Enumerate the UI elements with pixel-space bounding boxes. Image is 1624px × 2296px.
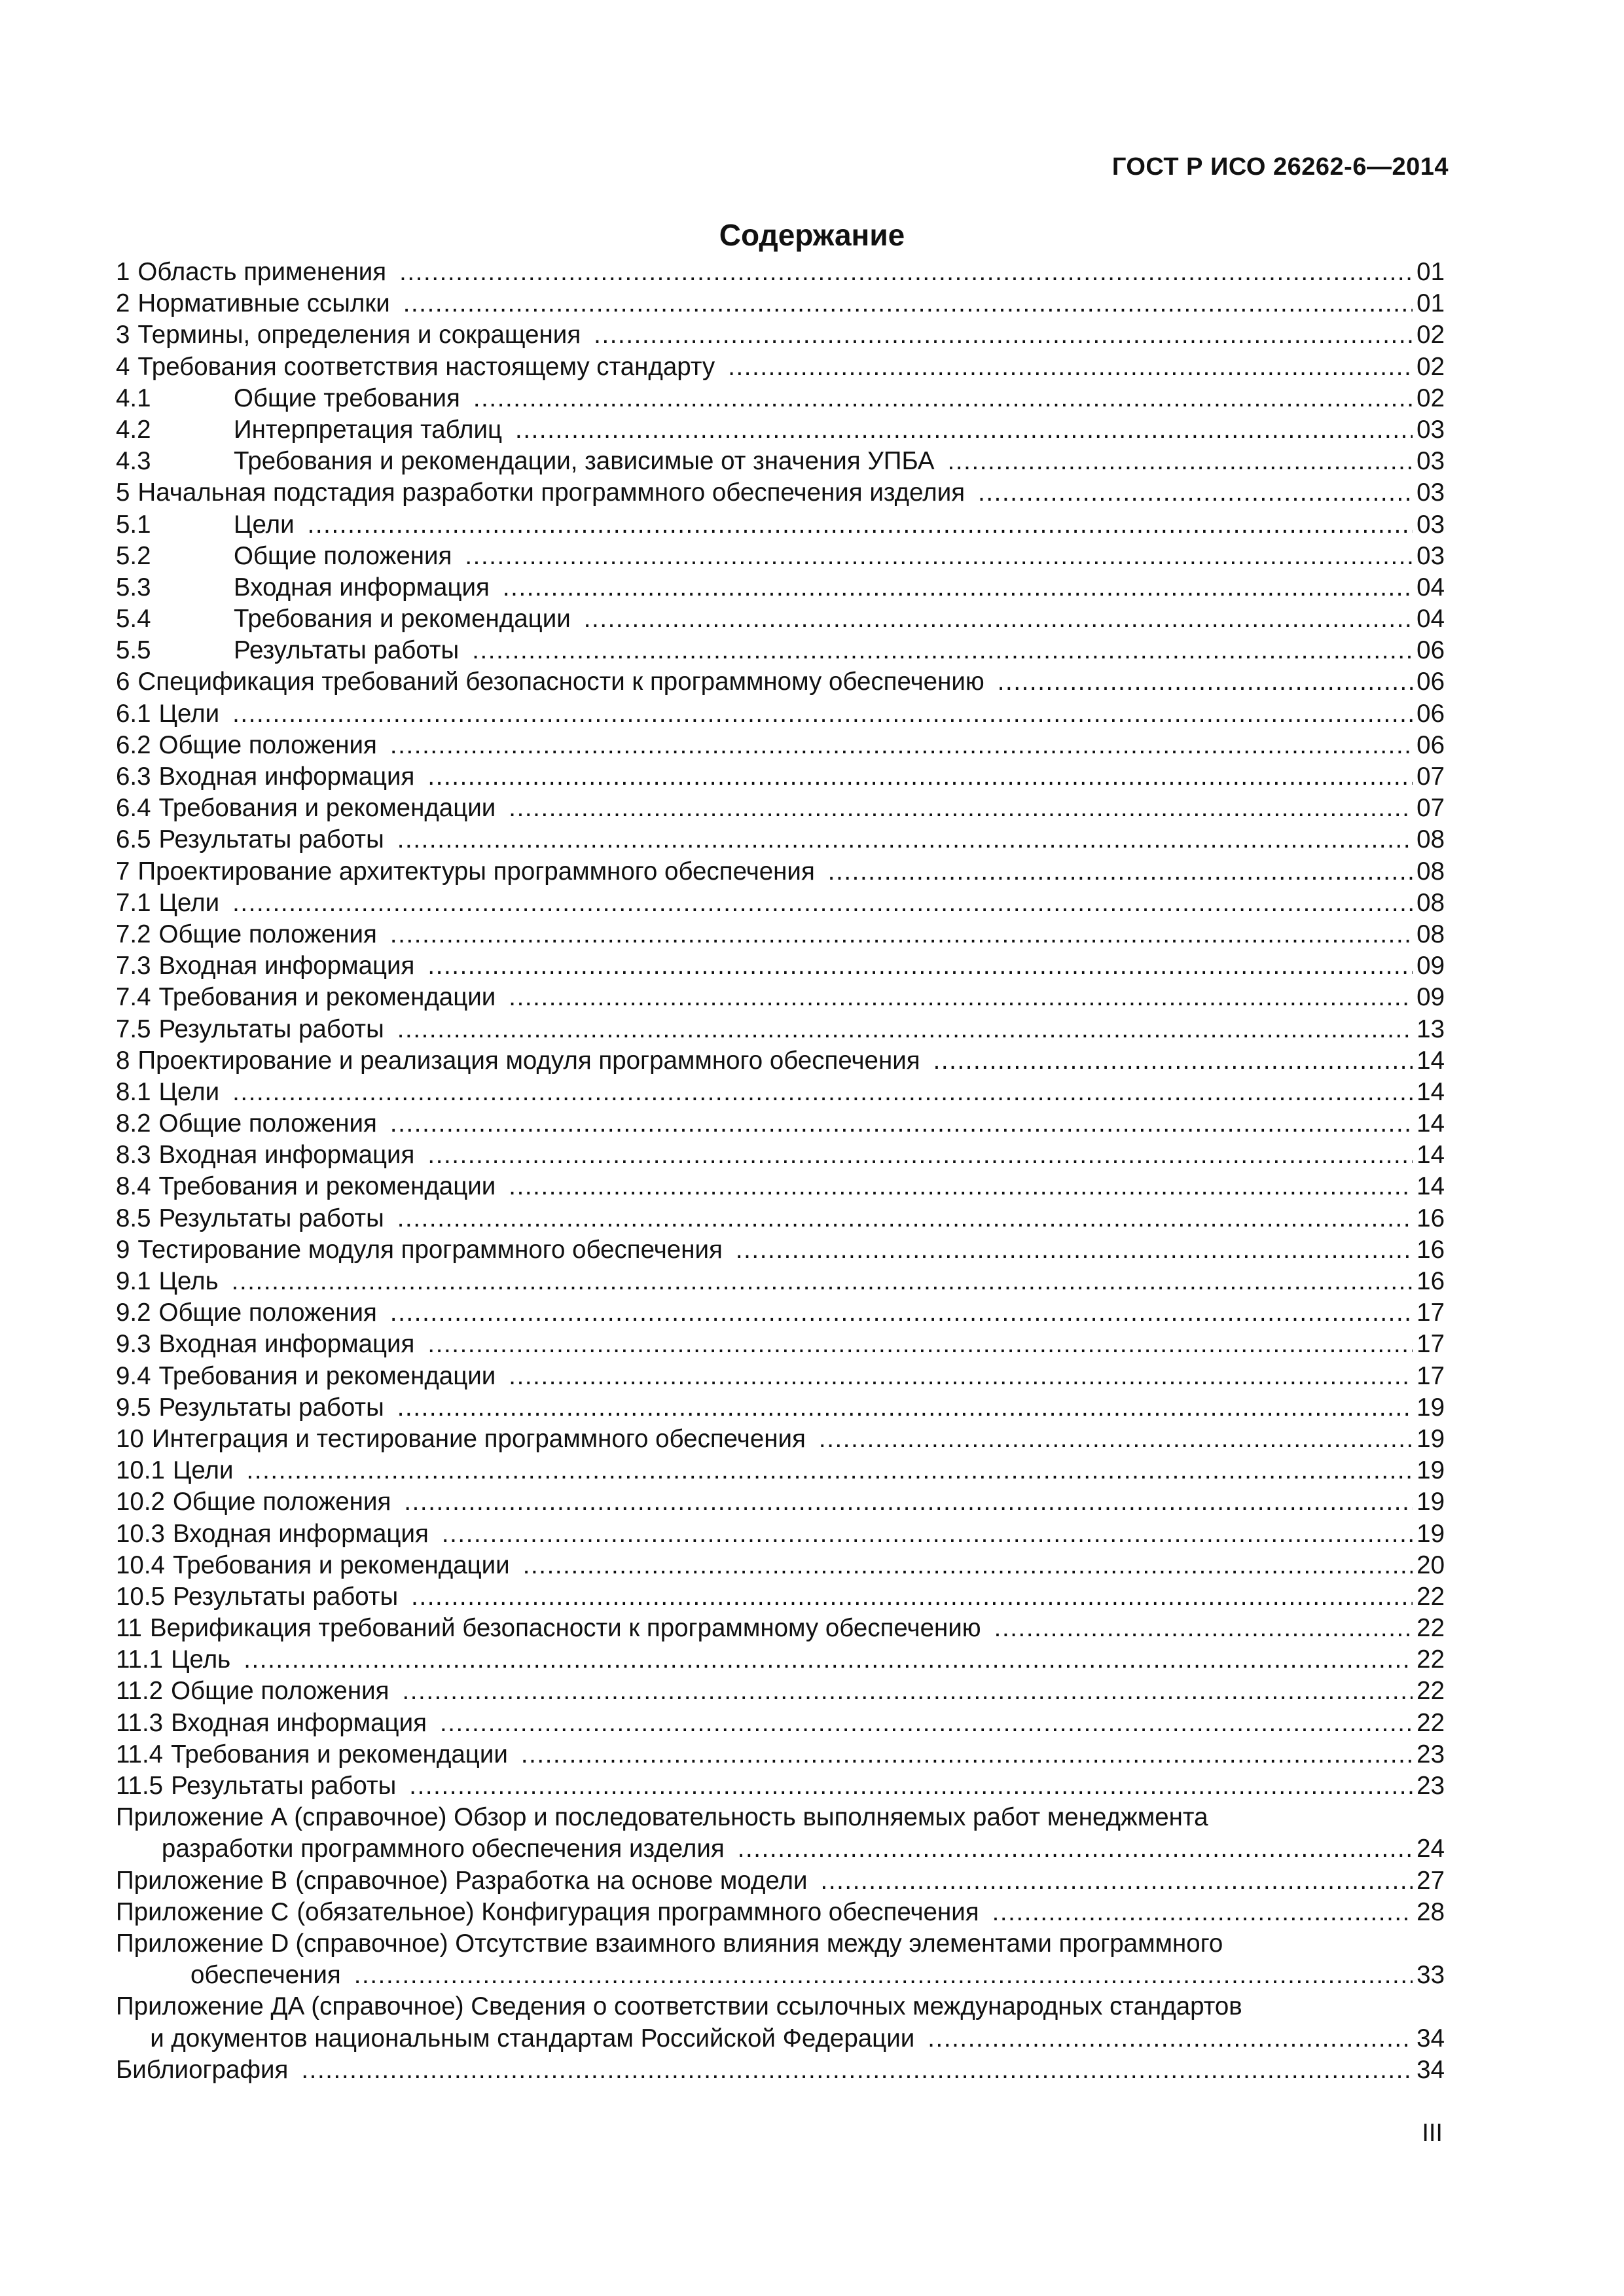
toc-entry-page: 08 [1416,888,1445,917]
toc-entry-number: 5.1 [116,510,151,539]
toc-entry-number: 9.2 [116,1299,151,1327]
toc-entry[interactable] [116,1676,1445,1707]
toc-entry-page: 14 [1416,1077,1445,1106]
toc-leader-dots [928,2023,1413,2054]
toc-entry[interactable] [116,1928,1445,1960]
toc-entry[interactable] [116,1171,1445,1202]
toc-entry-page: 19 [1416,1488,1445,1516]
toc-entry-title: Требования и рекомендации [172,1551,510,1579]
toc-leader-dots [515,414,1413,446]
toc-entry-title: Цели [234,510,295,539]
toc-entry[interactable] [116,1739,1445,1770]
toc-entry-page: 02 [1416,321,1445,350]
toc-entry[interactable] [116,1139,1445,1171]
toc-entry-number: 10.3 [116,1519,165,1548]
toc-entry-title: Общие положения [158,1109,377,1138]
toc-entry-title-continued: и документов национальным стандартам Российской Федерации [150,2024,915,2053]
toc-entry-title: Результаты работы [158,1014,384,1043]
toc-entry-page: 33 [1416,1961,1445,1990]
toc-entry[interactable] [116,1613,1445,1644]
toc-entry-number: 7.4 [116,983,151,1012]
toc-entry-page: 08 [1416,857,1445,886]
toc-entry-number: 4.1 [116,384,151,412]
toc-entry-title: Результаты работы [171,1772,397,1800]
toc-leader-dots [244,1644,1413,1676]
toc-entry-number: 6.2 [116,730,151,759]
toc-entry-number: 7.5 [116,1014,151,1043]
toc-entry-title: Цели [172,1456,234,1485]
toc-leader-dots [397,1392,1413,1424]
toc-entry-page: 24 [1416,1835,1445,1863]
toc-entry-title: (справочное) Сведения о соответствии ссылочных международных стандартов [311,1992,1242,2021]
toc-entry[interactable] [116,2054,1445,2086]
toc-entry-title: Область применения [137,258,387,286]
toc-entry-title: Термины, определения и сокращения [137,321,581,350]
toc-leader-dots [584,603,1413,635]
toc-entry-page: 17 [1416,1361,1445,1390]
toc-entry-number: 9 [116,1235,130,1264]
toc-entry-page: 02 [1416,384,1445,412]
toc-entry-number: 10.4 [116,1551,165,1579]
toc-entry[interactable] [116,1297,1445,1329]
page-number: III [1422,2119,1443,2147]
toc-entry[interactable] [116,1392,1445,1424]
toc-entry-number: 9.3 [116,1330,151,1359]
toc-entry-title: (справочное) Разработка на основе модели [295,1866,808,1895]
toc-entry-title: Результаты работы [158,1393,384,1422]
toc-entry-number: 5 [116,478,130,507]
toc-entry-number: 8.2 [116,1109,151,1138]
toc-entry-page: 07 [1416,762,1445,791]
toc-entry-number: Приложение D [116,1929,289,1958]
toc-entry-number: 10.5 [116,1582,165,1611]
toc-entry-number: 7.3 [116,952,151,980]
toc-entry-page: 06 [1416,699,1445,728]
toc-entry-title: Результаты работы [158,825,384,854]
toc-entry-page: 13 [1416,1014,1445,1043]
toc-entry[interactable] [116,1865,1445,1897]
toc-entry[interactable] [116,1486,1445,1518]
toc-entry-page: 03 [1416,447,1445,476]
toc-entry[interactable] [116,698,1445,730]
toc-entry-page: 04 [1416,573,1445,601]
toc-entry-page: 22 [1416,1614,1445,1643]
toc-entry-title: Нормативные ссылки [137,289,390,318]
toc-leader-dots [992,1897,1413,1928]
toc-entry-title: Требования и рекомендации [171,1740,508,1768]
toc-entry[interactable] [116,982,1445,1013]
toc-leader-dots [404,1486,1413,1518]
toc-entry-number: 8.5 [116,1204,151,1232]
toc-leader-dots [232,1077,1413,1108]
toc-entry-number: Приложение С [116,1897,289,1926]
toc-entry-title: Входная информация [172,1519,429,1548]
toc-entry[interactable] [116,730,1445,761]
toc-entry-number: 3 [116,321,130,350]
toc-entry[interactable] [116,793,1445,824]
toc-entry-page: 19 [1416,1519,1445,1548]
toc-entry-title: (обязательное) Конфигурация программного обеспечения [297,1897,979,1926]
toc-entry-title: Интерпретация таблиц [234,415,503,444]
toc-entry-title: Входная информация [234,573,490,601]
toc-leader-dots [232,1266,1413,1297]
toc-leader-dots [427,1139,1413,1171]
toc-entry-page: 14 [1416,1172,1445,1201]
toc-entry-number: 7 [116,857,130,886]
toc-entry[interactable] [116,509,1445,541]
toc-entry-title: Общие требования [234,384,460,412]
toc-entry[interactable] [116,446,1445,477]
toc-entry[interactable] [116,1991,1445,2022]
toc-leader-dots [821,1865,1413,1897]
toc-entry[interactable] [116,1518,1445,1550]
toc-leader-dots [397,1203,1413,1234]
toc-entry[interactable] [116,1550,1445,1581]
toc-leader-dots [399,257,1413,288]
toc-entry-number: 5.5 [116,636,151,665]
toc-entry-title: Входная информация [171,1708,427,1737]
toc-entry[interactable] [116,1897,1445,1928]
toc-entry-page: 17 [1416,1299,1445,1327]
toc-entry-title-continued: обеспечения [190,1961,341,1990]
toc-entry[interactable] [116,572,1445,603]
toc-leader-dots [301,2054,1413,2086]
toc-entry-page: 03 [1416,478,1445,507]
toc-leader-dots [427,950,1413,982]
toc-entry-page: 19 [1416,1456,1445,1485]
toc-entry-title: Требования и рекомендации [234,605,571,634]
toc-leader-dots [509,982,1413,1013]
toc-leader-dots [509,1171,1413,1202]
toc-leader-dots [933,1045,1413,1077]
toc-leader-dots [828,856,1413,888]
toc-leader-dots [427,761,1413,793]
toc-entry-title: (справочное) Отсутствие взаимного влияния между элементами программного [295,1929,1223,1958]
toc-entry-title: Цели [158,699,220,728]
toc-entry[interactable] [116,1361,1445,1392]
toc-entry[interactable] [116,856,1445,888]
toc-entry[interactable] [116,477,1445,509]
toc-entry[interactable] [116,1329,1445,1360]
toc-entry-page: 14 [1416,1046,1445,1075]
toc-leader-dots [523,1550,1413,1581]
toc-leader-dots [232,888,1413,919]
toc-entry-page: 06 [1416,636,1445,665]
toc-entry-page: 03 [1416,541,1445,570]
toc-entry-number: 9.5 [116,1393,151,1422]
toc-entry-page: 34 [1416,2055,1445,2084]
toc-leader-dots [728,351,1413,383]
toc-entry-page: 20 [1416,1551,1445,1579]
toc-entry-title: Входная информация [158,1141,415,1170]
toc-entry-title: Требования и рекомендации [158,794,496,823]
toc-entry-title: Требования и рекомендации, зависимые от значения УПБА [234,447,935,476]
toc-leader-dots [978,477,1413,509]
toc-entry-number: 10.2 [116,1488,165,1516]
toc-entry-title: Требования и рекомендации [158,1361,496,1390]
toc-leader-dots [232,698,1413,730]
toc-leader-dots [998,666,1413,698]
toc-entry-number: 9.1 [116,1267,151,1295]
toc-entry[interactable] [116,635,1445,666]
toc-entry[interactable] [116,1581,1445,1613]
toc-entry-title: (справочное) Обзор и последовательность выполняемых работ менеджмента [294,1803,1208,1832]
toc-leader-dots [411,1581,1413,1613]
toc-leader-dots [390,730,1413,761]
toc-entry-page: 14 [1416,1141,1445,1170]
toc-entry-number: 11.5 [116,1772,164,1800]
toc-entry-page: 14 [1416,1109,1445,1138]
toc-leader-dots [473,383,1413,414]
toc-entry[interactable] [116,1077,1445,1108]
toc-entry-number: 11.3 [116,1708,164,1737]
toc-entry-page: 01 [1416,289,1445,318]
table-of-contents [116,257,1445,2086]
toc-entry-page: 08 [1416,825,1445,854]
toc-entry[interactable] [116,541,1445,572]
toc-entry-title: Требования и рекомендации [158,983,496,1012]
toc-entry-number: 5.3 [116,573,151,601]
toc-entry-title: Проектирование архитектуры программного обеспечения [137,857,815,886]
toc-entry-title: Библиография [116,2055,289,2084]
toc-entry-number: 8 [116,1046,130,1075]
toc-entry-page: 04 [1416,605,1445,634]
toc-entry-page: 02 [1416,352,1445,381]
toc-entry-number: 4 [116,352,130,381]
toc-entry-title: Цели [158,888,220,917]
toc-entry-number: 8.4 [116,1172,151,1201]
toc-entry[interactable] [116,1045,1445,1077]
toc-entry-continuation[interactable] [116,2023,1445,2054]
toc-entry-page: 34 [1416,2024,1445,2053]
toc-entry-number: 11 [116,1614,142,1643]
toc-entry-number: 11.1 [116,1645,164,1674]
toc-entry-number: 4.2 [116,415,151,444]
toc-entry-title-continued: разработки программного обеспечения изделия [161,1835,725,1863]
toc-entry[interactable] [116,919,1445,950]
toc-entry[interactable] [116,383,1445,414]
toc-entry[interactable] [116,1644,1445,1676]
toc-entry-title: Цели [158,1077,220,1106]
toc-entry[interactable] [116,1234,1445,1266]
toc-leader-dots [308,509,1413,541]
toc-entry-page: 06 [1416,668,1445,696]
toc-entry-title: Общие положения [158,920,377,948]
toc-entry-number: 6.4 [116,794,151,823]
toc-entry-page: 09 [1416,983,1445,1012]
toc-entry[interactable] [116,1108,1445,1139]
toc-entry-continuation[interactable] [116,1833,1445,1865]
toc-entry-title: Результаты работы [234,636,460,665]
toc-leader-dots [354,1960,1413,1991]
toc-entry-page: 16 [1416,1204,1445,1232]
toc-leader-dots [402,1676,1413,1707]
toc-leader-dots [472,635,1413,666]
toc-entry-page: 07 [1416,794,1445,823]
toc-leader-dots [509,1361,1413,1392]
toc-leader-dots [427,1329,1413,1360]
toc-entry-number: 2 [116,289,130,318]
toc-entry-page: 03 [1416,510,1445,539]
toc-entry-number: 1 [116,258,130,286]
toc-entry[interactable] [116,1802,1445,1833]
toc-entry[interactable] [116,824,1445,855]
toc-entry-page: 17 [1416,1330,1445,1359]
toc-entry[interactable] [116,288,1445,319]
toc-entry[interactable] [116,888,1445,919]
toc-entry-number: 6 [116,668,130,696]
toc-entry-title: Начальная подстадия разработки программного обеспечения изделия [137,478,965,507]
toc-entry[interactable] [116,1014,1445,1045]
toc-leader-dots [738,1833,1413,1865]
toc-entry-title: Тестирование модуля программного обеспечения [137,1235,723,1264]
toc-entry-page: 09 [1416,952,1445,980]
document-header: ГОСТ Р ИСО 26262-6—2014 [1111,153,1449,181]
toc-entry[interactable] [116,351,1445,383]
toc-entry[interactable] [116,950,1445,982]
toc-leader-dots [521,1739,1413,1770]
toc-entry-number: 5.4 [116,605,151,634]
toc-entry[interactable] [116,1266,1445,1297]
toc-leader-dots [403,288,1413,319]
toc-entry-number: 6.3 [116,762,151,791]
toc-entry-title: Цель [158,1267,219,1295]
toc-entry-title: Входная информация [158,762,415,791]
toc-leader-dots [390,919,1413,950]
toc-entry[interactable] [116,319,1445,351]
toc-entry-page: 01 [1416,258,1445,286]
toc-entry-page: 28 [1416,1897,1445,1926]
toc-entry-number: 5.2 [116,541,151,570]
toc-entry-title: Спецификация требований безопасности к программному обеспечению [137,668,984,696]
toc-entry[interactable] [116,666,1445,698]
toc-leader-dots [247,1455,1413,1486]
toc-entry-title: Входная информация [158,952,415,980]
toc-entry[interactable] [116,414,1445,446]
page-title: Содержание [719,218,905,252]
toc-entry-number: 10.1 [116,1456,165,1485]
toc-entry-number: Приложение В [116,1866,288,1895]
toc-leader-dots [390,1108,1413,1139]
toc-leader-dots [390,1297,1413,1329]
toc-entry-number: 7.2 [116,920,151,948]
toc-entry-number: 4.3 [116,447,151,476]
toc-entry-page: 16 [1416,1267,1445,1295]
toc-entry-title: Входная информация [158,1330,415,1359]
toc-entry[interactable] [116,1770,1445,1802]
toc-entry[interactable] [116,257,1445,288]
toc-leader-dots [465,541,1413,572]
toc-entry-page: 19 [1416,1393,1445,1422]
toc-entry[interactable] [116,1708,1445,1739]
toc-entry-page: 23 [1416,1740,1445,1768]
toc-entry-title: Верификация требований безопасности к программному обеспечению [149,1614,981,1643]
toc-entry[interactable] [116,1203,1445,1234]
toc-entry-title: Общие положения [158,730,377,759]
toc-leader-dots [819,1424,1413,1455]
toc-entry-page: 03 [1416,415,1445,444]
toc-entry-number: 7.1 [116,888,151,917]
toc-leader-dots [948,446,1413,477]
toc-leader-dots [503,572,1413,603]
toc-leader-dots [397,1014,1413,1045]
toc-entry-page: 22 [1416,1645,1445,1674]
toc-entry-title: Проектирование и реализация модуля программного обеспечения [137,1046,920,1075]
toc-entry-page: 19 [1416,1424,1445,1453]
toc-entry-page: 22 [1416,1677,1445,1706]
toc-entry-page: 22 [1416,1708,1445,1737]
toc-entry-title: Общие положения [172,1488,391,1516]
toc-entry-title: Цель [171,1645,231,1674]
toc-leader-dots [509,793,1413,824]
toc-entry-page: 22 [1416,1582,1445,1611]
toc-leader-dots [994,1613,1413,1644]
toc-entry-page: 27 [1416,1866,1445,1895]
toc-entry-page: 16 [1416,1235,1445,1264]
toc-entry-title: Общие положения [158,1299,377,1327]
toc-entry-number: 8.1 [116,1077,151,1106]
toc-entry-number: 8.3 [116,1141,151,1170]
toc-entry-number: Приложение ДА [116,1992,305,2021]
toc-entry-number: 6.5 [116,825,151,854]
toc-leader-dots [442,1518,1413,1550]
toc-leader-dots [440,1708,1413,1739]
toc-entry-number: Приложение А [116,1803,288,1832]
toc-entry-title: Общие положения [234,541,452,570]
toc-entry[interactable] [116,761,1445,793]
toc-entry-title: Требования и рекомендации [158,1172,496,1201]
toc-entry-title: Результаты работы [172,1582,399,1611]
toc-entry-page: 23 [1416,1772,1445,1800]
toc-entry-page: 06 [1416,730,1445,759]
toc-entry-title: Интеграция и тестирование программного обеспечения [151,1424,806,1453]
toc-entry-continuation[interactable] [116,1960,1445,1991]
toc-leader-dots [736,1234,1413,1266]
toc-entry-number: 6.1 [116,699,151,728]
toc-entry-number: 11.2 [116,1677,164,1706]
toc-entry-title: Результаты работы [158,1204,384,1232]
toc-entry-number: 9.4 [116,1361,151,1390]
toc-entry-page: 08 [1416,920,1445,948]
toc-entry-number: 11.4 [116,1740,164,1768]
toc-entry-title: Общие положения [171,1677,389,1706]
toc-entry-number: 10 [116,1424,144,1453]
toc-leader-dots [397,824,1413,855]
toc-entry[interactable] [116,1455,1445,1486]
toc-leader-dots [594,319,1413,351]
toc-entry-title: Требования соответствия настоящему стандарту [137,352,715,381]
toc-entry[interactable] [116,603,1445,635]
toc-leader-dots [409,1770,1413,1802]
toc-entry[interactable] [116,1424,1445,1455]
